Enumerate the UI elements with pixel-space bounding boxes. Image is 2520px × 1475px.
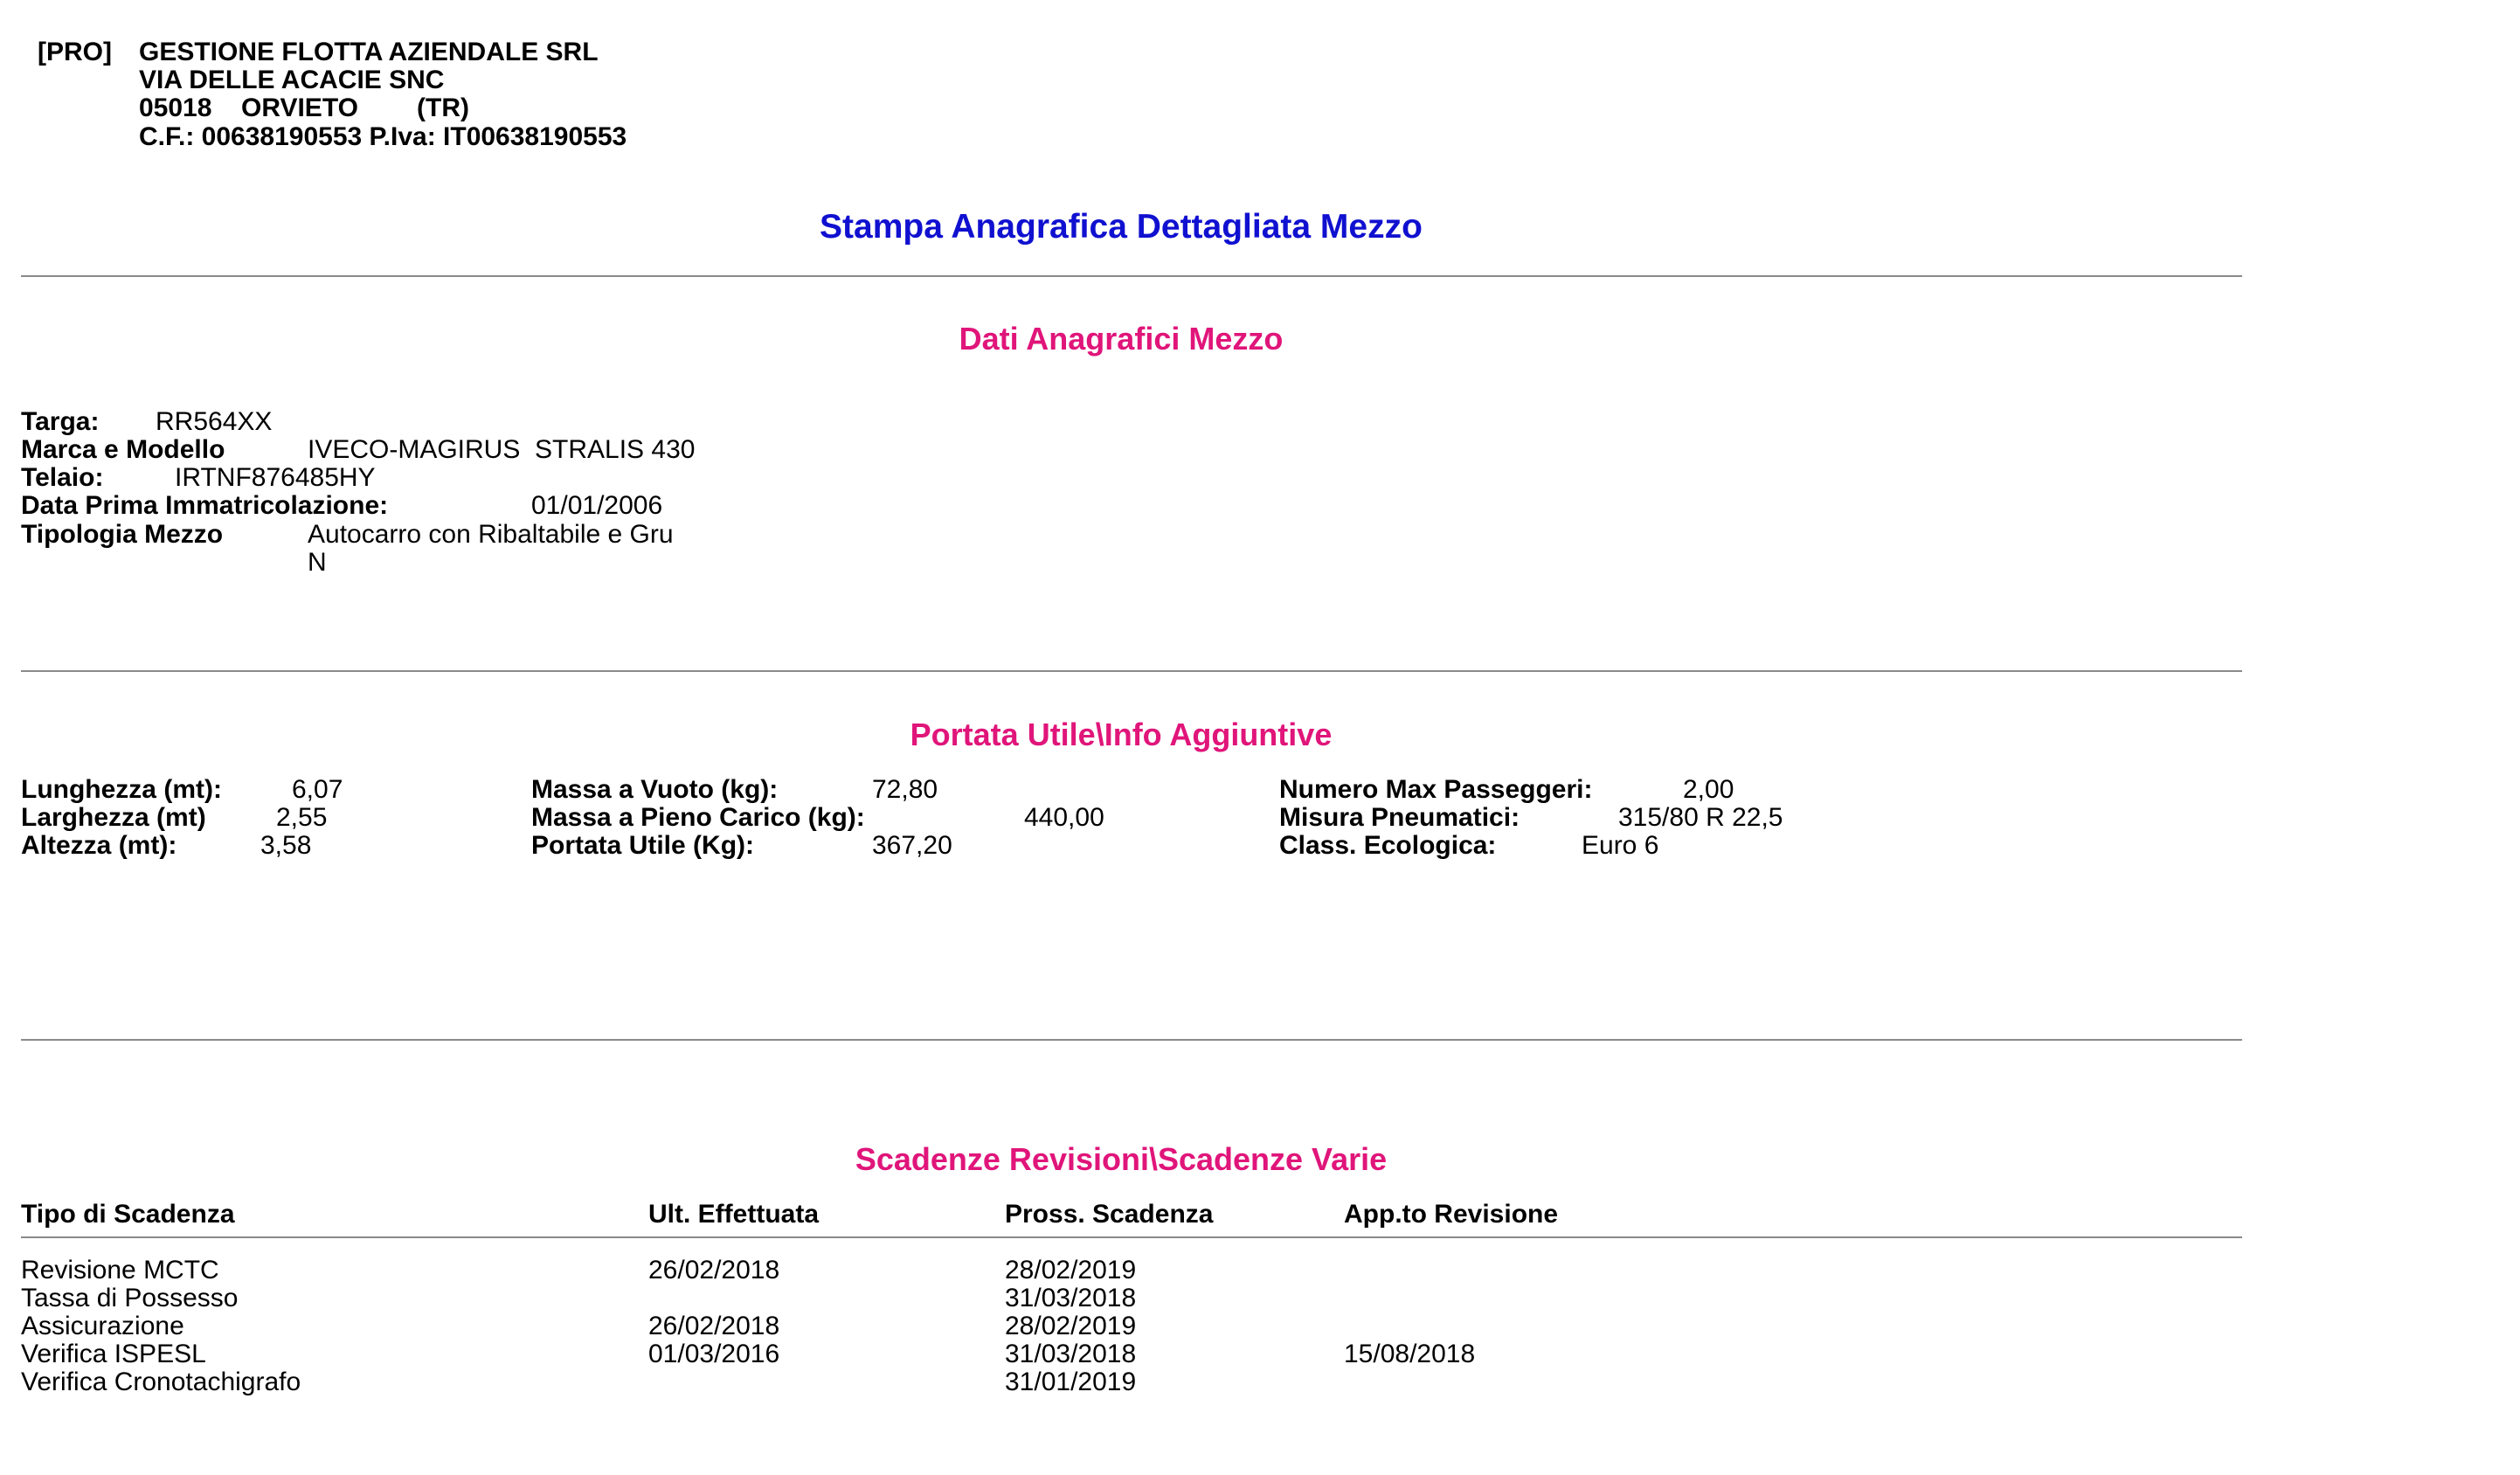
- page-title: Stampa Anagrafica Dettagliata Mezzo: [820, 208, 1423, 246]
- cell-ultima: 26/02/2018: [648, 1312, 780, 1340]
- data-immatricolazione-label: Data Prima Immatricolazione:: [21, 491, 389, 520]
- lunghezza-value: 6,07: [292, 775, 343, 804]
- data-immatricolazione-value: 01/01/2006: [531, 491, 663, 520]
- tipologia-value: Autocarro con Ribaltabile e Gru: [308, 520, 674, 549]
- massa-pieno-label: Massa a Pieno Carico (kg):: [531, 803, 865, 832]
- header-ult-effettuata: Ult. Effettuata: [648, 1200, 819, 1229]
- telaio-value: IRTNF876485HY: [175, 463, 376, 492]
- cell-ultima: 26/02/2018: [648, 1256, 780, 1285]
- divider: [21, 670, 2242, 672]
- massa-vuoto-label: Massa a Vuoto (kg):: [531, 775, 779, 804]
- marca-label: Marca e Modello: [21, 435, 225, 464]
- cell-tipo: Assicurazione: [21, 1312, 184, 1340]
- divider: [21, 1039, 2242, 1041]
- massa-vuoto-value: 72,80: [872, 775, 938, 804]
- cell-prossima: 28/02/2019: [1005, 1312, 1137, 1340]
- cell-tipo: Tassa di Possesso: [21, 1284, 239, 1312]
- massa-pieno-value: 440,00: [1024, 803, 1104, 832]
- pneumatici-label: Misura Pneumatici:: [1279, 803, 1520, 832]
- passeggeri-label: Numero Max Passeggeri:: [1279, 775, 1593, 804]
- cell-appuntamento: 15/08/2018: [1344, 1340, 1476, 1368]
- larghezza-value: 2,55: [276, 803, 328, 832]
- cell-prossima: 31/03/2018: [1005, 1340, 1137, 1368]
- table-header-divider: [21, 1236, 2242, 1238]
- header-tipo-scadenza: Tipo di Scadenza: [21, 1200, 235, 1229]
- company-province: (TR): [417, 93, 469, 122]
- header-app-revisione: App.to Revisione: [1344, 1200, 1559, 1229]
- larghezza-label: Larghezza (mt): [21, 803, 206, 832]
- lunghezza-label: Lunghezza (mt):: [21, 775, 222, 804]
- company-tag: [PRO]: [38, 38, 112, 66]
- cell-tipo: Verifica ISPESL: [21, 1340, 206, 1368]
- cell-tipo: Revisione MCTC: [21, 1256, 219, 1285]
- section-title-scadenze: Scadenze Revisioni\Scadenze Varie: [855, 1141, 1388, 1177]
- altezza-value: 3,58: [260, 831, 312, 860]
- altezza-label: Altezza (mt):: [21, 831, 177, 860]
- tipologia-value-line2: N: [308, 548, 327, 577]
- company-tax-ids: C.F.: 00638190553 P.Iva: IT00638190553: [139, 122, 627, 151]
- header-pross-scadenza: Pross. Scadenza: [1005, 1200, 1214, 1229]
- portata-utile-label: Portata Utile (Kg):: [531, 831, 754, 860]
- cell-tipo: Verifica Cronotachigrafo: [21, 1368, 301, 1396]
- company-address: VIA DELLE ACACIE SNC: [139, 66, 445, 94]
- cell-prossima: 28/02/2019: [1005, 1256, 1137, 1285]
- portata-utile-value: 367,20: [872, 831, 952, 860]
- company-name: GESTIONE FLOTTA AZIENDALE SRL: [139, 38, 599, 66]
- pneumatici-value: 315/80 R 22,5: [1618, 803, 1783, 832]
- telaio-label: Telaio:: [21, 463, 104, 492]
- class-ecologica-value: Euro 6: [1582, 831, 1659, 860]
- section-title-anagrafica: Dati Anagrafici Mezzo: [959, 321, 1284, 357]
- cell-prossima: 31/01/2019: [1005, 1368, 1137, 1396]
- cell-prossima: 31/03/2018: [1005, 1284, 1137, 1312]
- cell-ultima: 01/03/2016: [648, 1340, 780, 1368]
- company-city: ORVIETO: [241, 93, 358, 122]
- company-cap: 05018: [139, 93, 212, 122]
- targa-value: RR564XX: [156, 407, 273, 436]
- targa-label: Targa:: [21, 407, 100, 436]
- class-ecologica-label: Class. Ecologica:: [1279, 831, 1497, 860]
- section-title-portata: Portata Utile\Info Aggiuntive: [910, 717, 1333, 752]
- marca-value: IVECO-MAGIRUS STRALIS 430: [308, 435, 696, 464]
- tipologia-label: Tipologia Mezzo: [21, 520, 224, 549]
- divider: [21, 275, 2242, 277]
- passeggeri-value: 2,00: [1683, 775, 1734, 804]
